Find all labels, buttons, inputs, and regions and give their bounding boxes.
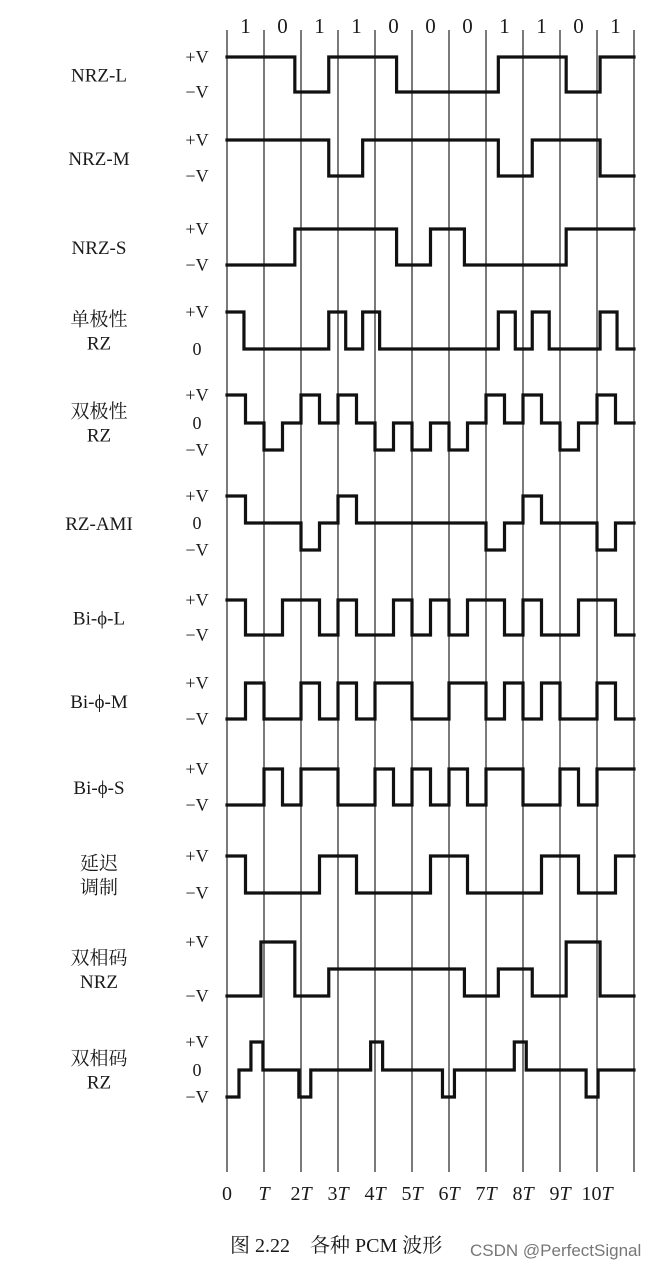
waveform-row-nrz-m	[68, 130, 634, 186]
level-label: 0	[192, 413, 202, 433]
waveform-trace	[227, 395, 634, 450]
bit-label: 1	[351, 14, 362, 38]
level-label: 0	[192, 1060, 202, 1080]
waveform-trace	[227, 57, 634, 92]
level-label: −V	[185, 440, 209, 460]
waveform-name: Bi-ϕ-M	[70, 692, 128, 713]
waveform-name: NRZ-M	[68, 149, 130, 170]
waveform-row-bi-phi-s	[73, 759, 634, 815]
level-label: +V	[185, 130, 209, 150]
waveform-name: Bi-ϕ-S	[73, 778, 125, 799]
level-label: +V	[185, 1032, 209, 1052]
watermark-text: CSDN @PerfectSignal	[470, 1241, 642, 1260]
waveform-name: 调制	[79, 877, 119, 899]
time-tick-label: 7T	[475, 1183, 497, 1205]
waveform-name: RZ	[86, 1072, 112, 1094]
level-label: −V	[185, 1087, 209, 1107]
waveform-trace	[227, 140, 634, 176]
bit-label: 1	[314, 14, 325, 38]
waveform-trace	[227, 769, 634, 805]
waveform-row-rz-ami	[65, 486, 634, 560]
waveform-trace	[227, 312, 634, 349]
bit-sequence	[240, 14, 621, 38]
waveform-name: NRZ-L	[71, 65, 127, 87]
waveform-name: RZ	[86, 425, 112, 447]
waveform-name: NRZ-S	[71, 238, 127, 259]
time-tick-label: T	[258, 1183, 270, 1205]
time-tick-label: 2T	[290, 1183, 312, 1205]
waveform-row-delay-mod	[80, 846, 634, 903]
time-tick-label: 8T	[512, 1183, 534, 1205]
level-label: +V	[185, 385, 209, 405]
level-label: +V	[185, 302, 209, 322]
waveform-name: 双相码	[70, 948, 128, 969]
bit-label: 0	[277, 14, 288, 38]
bit-label: 1	[536, 14, 547, 38]
waveform-trace	[227, 1042, 634, 1097]
time-axis-ticks	[222, 1183, 614, 1205]
waveform-row-unipolar-rz	[70, 302, 634, 359]
bit-label: 0	[573, 14, 584, 38]
bit-label: 1	[240, 14, 251, 38]
time-tick-label: 0	[222, 1183, 232, 1205]
level-label: +V	[185, 486, 209, 506]
waveform-name: 延迟	[79, 853, 119, 875]
level-label: +V	[185, 932, 209, 952]
level-label: −V	[185, 255, 209, 275]
level-label: +V	[185, 219, 209, 239]
time-tick-label: 3T	[327, 1183, 349, 1205]
waveform-trace	[227, 683, 634, 719]
waveform-row-bi-phi-l	[73, 590, 634, 645]
waveform-name: 单极性	[70, 309, 128, 331]
figure-caption: 图 2.22 各种 PCM 波形	[230, 1235, 443, 1257]
level-label: +V	[185, 590, 209, 610]
level-label: +V	[185, 47, 209, 67]
waveform-trace	[227, 942, 634, 996]
waveform-name: RZ-AMI	[65, 514, 133, 535]
bit-label: 1	[610, 14, 621, 38]
waveform-name: 双极性	[70, 401, 128, 423]
level-label: −V	[185, 82, 209, 102]
waveform-row-nrz-l	[71, 47, 634, 102]
waveform-row-bi-phi-m	[70, 673, 634, 729]
waveform-rows	[65, 47, 634, 1107]
waveform-row-biphase-nrz	[70, 932, 634, 1006]
time-tick-label: 9T	[549, 1183, 571, 1205]
waveform-trace	[227, 229, 634, 265]
level-label: −V	[185, 986, 209, 1006]
time-tick-label: 4T	[364, 1183, 386, 1205]
bit-label: 0	[388, 14, 399, 38]
time-tick-label: 5T	[401, 1183, 423, 1205]
waveform-name: RZ	[86, 333, 112, 355]
waveform-name: NRZ	[80, 972, 118, 993]
waveform-trace	[227, 600, 634, 635]
waveform-trace	[227, 496, 634, 550]
bit-label: 1	[499, 14, 510, 38]
time-tick-label: 6T	[438, 1183, 460, 1205]
level-label: −V	[185, 795, 209, 815]
waveform-row-bipolar-rz	[70, 385, 634, 460]
level-label: −V	[185, 883, 209, 903]
waveform-row-biphase-rz	[70, 1032, 634, 1107]
level-label: 0	[192, 339, 202, 359]
bit-label: 0	[425, 14, 436, 38]
level-label: −V	[185, 166, 209, 186]
level-label: +V	[185, 759, 209, 779]
level-label: −V	[185, 540, 209, 560]
level-label: 0	[192, 513, 202, 533]
level-label: +V	[185, 846, 209, 866]
waveform-name: Bi-ϕ-L	[72, 608, 126, 630]
waveform-trace	[227, 856, 634, 893]
waveform-name: 双相码	[70, 1048, 128, 1070]
time-tick-label: 10T	[581, 1183, 613, 1205]
bit-label: 0	[462, 14, 473, 38]
level-label: −V	[185, 625, 209, 645]
level-label: +V	[185, 673, 209, 693]
level-label: −V	[185, 709, 209, 729]
waveform-row-nrz-s	[72, 219, 634, 275]
